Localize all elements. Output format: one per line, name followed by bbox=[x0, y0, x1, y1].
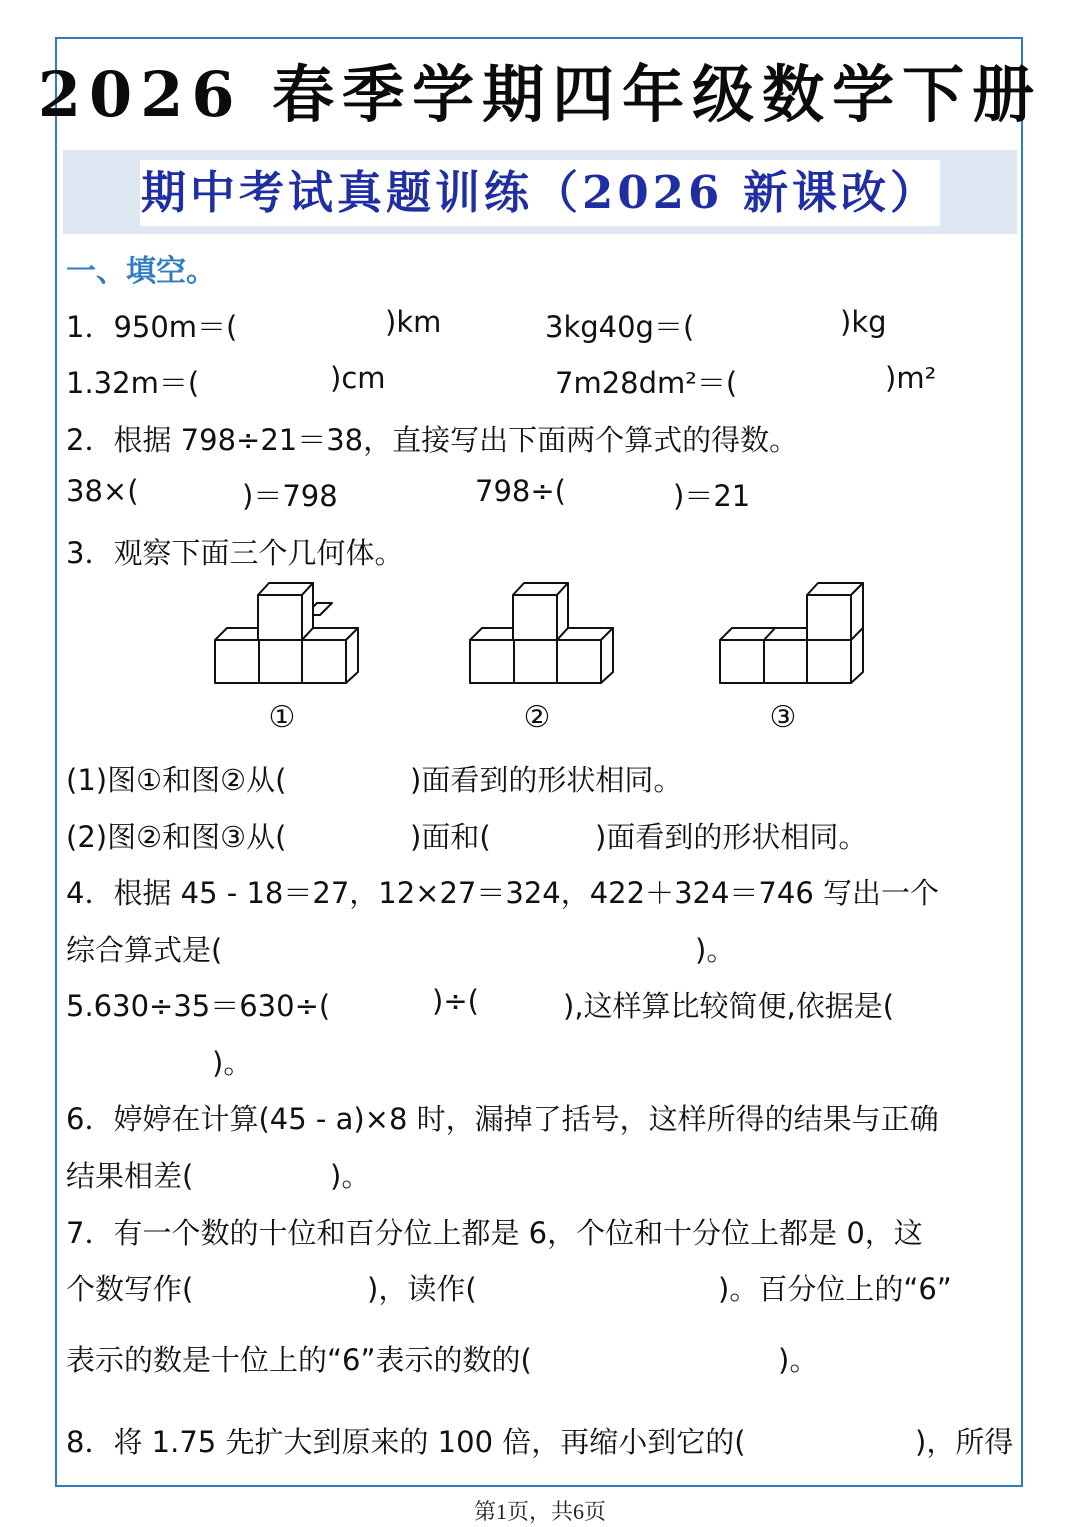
q4-line2-end: )。 bbox=[695, 933, 736, 967]
q1-c: 1.32m＝( bbox=[66, 366, 200, 400]
q8-line1-end: )，所得 bbox=[915, 1425, 1014, 1459]
q1-b: 3kg40g＝( bbox=[545, 310, 695, 344]
q3-p2: (2)图②和图③从( bbox=[66, 820, 287, 854]
q1-c-end: )cm bbox=[330, 361, 386, 395]
figure-label-3: ③ bbox=[769, 700, 797, 735]
q1-d: 7m28dm²＝( bbox=[555, 366, 738, 400]
q6-line2-end: )。 bbox=[330, 1159, 371, 1193]
q5-c: ),这样算比较简便,依据是( bbox=[563, 989, 895, 1023]
q1-d-end: )m² bbox=[885, 361, 937, 395]
q2-a-end: )＝798 bbox=[242, 479, 338, 513]
figure-label-2: ② bbox=[523, 700, 551, 735]
q2-b: 798÷( bbox=[475, 474, 566, 508]
q3-p1-end: )面看到的形状相同。 bbox=[410, 763, 683, 797]
q5-b: )÷( bbox=[432, 984, 479, 1018]
q3-p1: (1)图①和图②从( bbox=[66, 763, 287, 797]
page-title: 2026 春季学期四年级数学下册 bbox=[37, 58, 1043, 131]
q7-line3: 表示的数是十位上的“6”表示的数的( bbox=[66, 1343, 532, 1377]
q7-line2b: )，读作( bbox=[367, 1272, 477, 1306]
q8-line1: 8．将 1.75 先扩大到原来的 100 倍，再缩小到它的( bbox=[66, 1425, 746, 1459]
q3-p2-end: )面看到的形状相同。 bbox=[595, 820, 868, 854]
page-subtitle: 期中考试真题训练（2026 新课改） bbox=[141, 166, 939, 219]
figure-label-1: ① bbox=[268, 700, 296, 735]
section-heading: 一、填空。 bbox=[66, 254, 216, 289]
q1-a-end: )km bbox=[385, 305, 442, 339]
q4-line2: 综合算式是( bbox=[66, 933, 223, 967]
q6-line1: 6．婷婷在计算(45 - a)×8 时，漏掉了括号，这样所得的结果与正确 bbox=[66, 1102, 939, 1136]
q2-stem: 2．根据 798÷21＝38，直接写出下面两个算式的得数。 bbox=[66, 423, 799, 457]
q1-a: 1．950m＝( bbox=[66, 310, 238, 344]
page-footer: 第1页，共6页 bbox=[473, 1499, 606, 1524]
q7-line2a: 个数写作( bbox=[66, 1272, 194, 1306]
q2-a: 38×( bbox=[66, 474, 139, 508]
q5-end: )。 bbox=[212, 1046, 253, 1080]
q3-stem: 3．观察下面三个几何体。 bbox=[66, 536, 404, 570]
q5-a: 5.630÷35＝630÷( bbox=[66, 989, 331, 1023]
cube-figure-2 bbox=[460, 575, 625, 690]
q6-line2: 结果相差( bbox=[66, 1159, 194, 1193]
q7-line3-end: )。 bbox=[778, 1343, 819, 1377]
q4-line1: 4．根据 45 - 18＝27，12×27＝324，422＋324＝746 写出一个 bbox=[66, 876, 940, 910]
q7-line1: 7．有一个数的十位和百分位上都是 6，个位和十分位上都是 0，这 bbox=[66, 1216, 923, 1250]
q1-b-end: )kg bbox=[840, 305, 887, 339]
q7-line2c: )。百分位上的“6” bbox=[718, 1272, 952, 1306]
q3-p2-mid: )面和( bbox=[410, 820, 491, 854]
cube-figure-1 bbox=[205, 575, 370, 690]
cube-figure-3 bbox=[710, 575, 875, 690]
q2-b-end: )＝21 bbox=[673, 479, 751, 513]
